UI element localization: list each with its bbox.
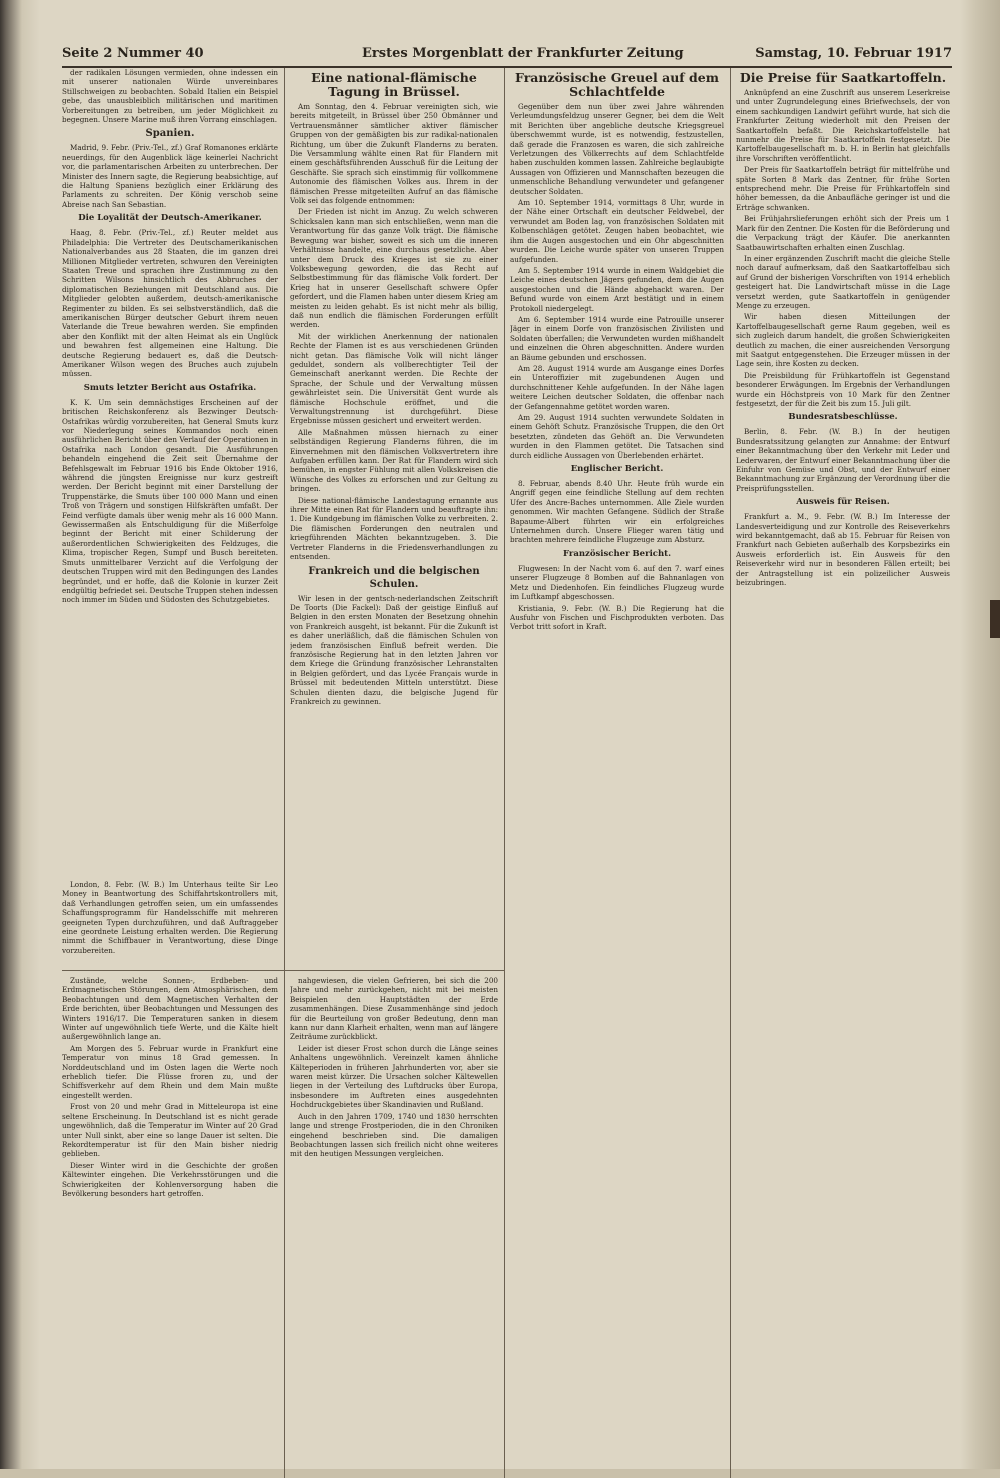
column-rule bbox=[730, 68, 731, 1478]
article-body: Diese national-flämische Landestagung ernannte aus ihrer Mitte einen Rat für Flandern und beauftragte ihn: 1. Die Kundgebung im flämischen Volke zu verbreiten. 2. Die flämischen Forderungen den neutralen und kriegführenden Mächten bekanntzugeben. 3. Die Vertreter Flanderns in die Friedensverhandlungen zu entsenden. bbox=[290, 495, 498, 562]
article-body: Frankfurt a. M., 9. Febr. (W. B.) Im Interesse der Landesverteidigung und zur Kontrolle des Reiseverkehrs wird bekanntgemacht, daß ab 15. Februar für Reisen von Frankfurt nach Gebieten außerhalb des Korpsbezirks ein Ausweis erforderlich ist. Ein Ausweis für den Reiseverkehr wird nur in besonderen Fällen erteilt; bei der Antragstellung ist ein polizeilicher Ausweis beizubringen. bbox=[736, 512, 950, 588]
article-body: Wir lesen in der gentsch-nederlandschen Zeitschrift De Toorts (Die Fackel): Daß der geistige Einfluß auf Belgien in den ersten Monaten der Besetzung ohnehin von Frankreich ausgeht, ist bekannt. Für die Zukunft ist es daher unerläßlich, daß die flämischen Schulen von jedem französischen Einfluß befreit werden. Die französische Regierung hat in den letzten Jahren vor dem Kriege die Gründung französischer Lehranstalten in Belgien gefördert, und das Lycée Français wurde in Brüssel mit bedeutenden Mitteln unterstützt. Diese Schulen dienten dazu, die belgische Jugend für Frankreich zu gewinnen. bbox=[290, 593, 498, 706]
section-rule bbox=[62, 970, 504, 971]
article-body: Die Preisbildung für Frühkartoffeln ist Gegenstand besonderer Erwägungen. Im Ergebnis der Verhandlungen wurde ein Höchstpreis von 10 Mark für den Zentner festgesetzt, der für die Zeit bis zum 15. Juli gilt. bbox=[736, 370, 950, 408]
column-4 bbox=[736, 68, 950, 1398]
article-continuation: der radikalen Lösungen vermieden, ohne indessen ein mit unserer nationalen Würde unvereinbares Stillschweigen zu beobachten. Sobald Italien ein Beispiel gebe, das unausbleiblich militärischen und maritimen Vorbereitungen zu betreiben, um jeder Möglichkeit zu begegnen. Unsere Marine muß ihren Vorrang einschlagen. bbox=[62, 68, 278, 125]
article-body: Am 29. August 1914 suchten verwundete Soldaten in einem Gehöft Schutz. Französische Truppen, die den Ort besetzten, zündeten das Gehöft an. Die Verwundeten wurden in den Flammen getötet. Die Tatsachen sind durch eidliche Aussagen von Überlebenden erhärtet. bbox=[510, 413, 724, 460]
article-body: K. K. Um sein demnächstiges Erscheinen auf der britischen Reichskonferenz als Bezwinger Deutsch-Ostafrikas würdig vorzubereiten, hat General Smuts kurz vor Niederlegung seines Kommandos noch einen ausführlichen Bericht über den Verlauf der Operationen in Ostafrika nach London gesandt. Die Ausführungen behandeln eingehend die Zeit seit Übernahme der Befehlsgewalt im Februar 1916 bis Ende Oktober 1916, während die jüngsten Ereignisse nur kurz gestreift werden. Der Bericht beginnt mit einer Darstellung der Truppenstärke, die Smuts über 100 000 Mann und einen Troß von Trägern und sonstigen Hilfskräften umfaßt. Der Feind verfügte damals über wenig mehr als 16 000 Mann. Gewissermaßen als Entschuldigung für die Mißerfolge beginnt der Bericht mit einer Schilderung der außerordentlichen Schwierigkeiten des Feldzuges, die Klima, tropischer Regen, Sumpf und Busch bereiteten. Smuts unmittelbarer Verzicht auf die Verfolgung der deutschen Truppen wird mit den Bedingungen des Landes begründet, und er hoffe, daß die Kolonie in kurzer Zeit endgültig befriedet sei. Deutsche Truppen stehen indessen noch immer im Süden und Südosten des Schutzgebietes. bbox=[62, 397, 278, 605]
headline-ausweis-reisen: Ausweis für Reisen. bbox=[796, 497, 890, 508]
page-number: Seite 2 Nummer 40 bbox=[62, 46, 204, 61]
article-body: Mit der wirklichen Anerkennung der nationalen Rechte der Flamen ist es aus verschiedenen Gründen nicht getan. Das flämische Volk will nicht länger geduldet, sondern als vollberechtigter Teil der Gemeinschaft anerkannt werden. Die Rechte der Sprache, der Schule und der Verwaltung müssen gewährleistet sein. Die Universität Gent wurde als flämische Hochschule eröffnet, und die Verwaltungstrennung ist durchgeführt. Diese Ergebnisse müssen gesichert und erweitert werden. bbox=[290, 331, 498, 426]
article-body: In einer ergänzenden Zuschrift macht die gleiche Stelle noch darauf aufmerksam, daß den Saatkartoffelbau sich auf Grund der bisherigen Vorschriften von 1914 erheblich gesteigert hat. Die Landwirtschaft müsse in die Lage versetzt werden, gute Saatkartoffeln in genügender Menge zu erzeugen. bbox=[736, 253, 950, 310]
feuilleton-text: Leider ist dieser Frost schon durch die Länge seines Anhaltens ungewöhnlich. Vereinzelt kamen ähnliche Kälteperioden in früheren Jahrhunderten vor, aber sie waren meist kürzer. Die Ursachen solcher Kältewellen liegen in der Verteilung des Luftdrucks über Europa, insbesondere im Auftreten eines ausgedehnten Hochdruckgebietes über Skandinavien und Rußland. bbox=[290, 1043, 498, 1110]
column-2 bbox=[290, 68, 498, 966]
headline-bundesratsbeschluesse: Bundesratsbeschlüsse. bbox=[788, 412, 898, 423]
headline-franzoesischer-bericht: Französischer Bericht. bbox=[562, 548, 672, 559]
column-3 bbox=[510, 68, 724, 1398]
headline-franzoesische-greuel: Französische Greuel auf dem Schlachtfelde bbox=[515, 70, 719, 99]
article-body: Am 6. September 1914 wurde eine Patrouille unserer Jäger in einem Dorfe von französischen Zivilisten und Soldaten überfallen; die Verwundeten wurden mißhandelt und einzelnen die Ohren abgeschnitten. Andere wurden an Bäume gebunden und erschossen. bbox=[510, 314, 724, 362]
issue-date: Samstag, 10. Februar 1917 bbox=[755, 46, 952, 61]
headline-smuts-bericht: Smuts letzter Bericht aus Ostafrika. bbox=[83, 382, 257, 393]
article-body: Am 5. September 1914 wurde in einem Waldgebiet die Leiche eines deutschen Jägers gefunden, dem die Augen ausgestochen und die Hände abgehackt waren. Der Befund wurde von einem Arzt bestätigt und in einem Protokoll niedergelegt. bbox=[510, 265, 724, 313]
feuilleton-text: Am Morgen des 5. Februar wurde in Frankfurt eine Temperatur von minus 18 Grad gemessen. In Norddeutschland und im Osten lagen die Werte noch erheblich tiefer. Die Flüsse froren zu, und der Schiffsverkehr auf dem Rhein und dem Main mußte eingestellt werden. bbox=[62, 1043, 278, 1100]
feuilleton-column-2 bbox=[290, 976, 498, 1396]
column-1 bbox=[62, 68, 278, 966]
binding-tab bbox=[990, 600, 1000, 638]
feuilleton-text: Frost von 20 und mehr Grad in Mitteleuropa ist eine seltene Erscheinung. In Deutschland ist es nicht gerade ungewöhnlich, daß die Temperatur im Winter auf 20 Grad unter Null sinkt, aber eine so lange Dauer ist selten. Die Rekordtemperatur ist für den Main bisher niedrig geblieben. bbox=[62, 1102, 278, 1159]
headline-saatkartoffeln: Die Preise für Saatkartoffeln. bbox=[739, 70, 947, 85]
article-body: London, 8. Febr. (W. B.) Im Unterhaus teilte Sir Leo Money in Beantwortung des Schiffahrtskontrollers mit, daß Verhandlungen getroffen seien, um ein umfassendes Schaffungsprogramm für Handelsschiffe mit mehreren geeigneten Typen durchzuführen, und daß Auftraggeber eine geordnete Leistung erhalten werden. Die Regierung nimmt die Schiffbauer in Verantwortung, diese Dinge vorzubereiten. bbox=[62, 880, 278, 955]
headline-spanien: Spanien. bbox=[145, 128, 195, 140]
feuilleton-column-1 bbox=[62, 976, 278, 1396]
headline-flaemische-tagung: Eine national-flämische Tagung in Brüssel. bbox=[311, 70, 477, 99]
feuilleton-text: Zustände, welche Sonnen-, Erdbeben- und Erdmagnetischen Störungen, dem Atmosphärischen, dem Beobachtungen und dem Magnetischen Verhalten der Erde berichten, über Beobachtungen und Messungen des Winters 1916/17. Die Temperaturen sanken in diesem Winter auf ungewöhnlich tiefe Werte, und die Kälte hielt außergewöhnlich lange an. bbox=[62, 976, 278, 1042]
article-body: Alle Maßnahmen müssen hiernach zu einer selbständigen Regierung Flanderns führen, die im Einvernehmen mit den flämischen Volksvertretern ihre Aufgaben erfüllen kann. Der Rat für Flandern wird sich bemühen, in engster Fühlung mit allen Volkskreisen die Wünsche des Volkes zu erforschen und zur Geltung zu bringen. bbox=[290, 427, 498, 494]
article-body: Kristiania, 9. Febr. (W. B.) Die Regierung hat die Ausfuhr von Fischen und Fischprodukten verboten. Das Verbot tritt sofort in Kraft. bbox=[510, 603, 724, 632]
article-body: Der Frieden ist nicht im Anzug. Zu welch schweren Schicksalen kann man sich entschließen, wenn man die Verantwortung für das ganze Volk trägt. Die flämische Bewegung war bisher, soweit es sich um die inneren Verhältnisse handelte, eine durchaus gesetzliche. Aber unter dem Druck des Krieges ist sie zu einer Volksbewegung geworden, die das Recht auf Selbstbestimmung für das flämische Volk fordert. Der Krieg hat in unserer Gesellschaft schwere Opfer gefordert, und die Flamen haben unter diesem Krieg am meisten zu leiden gehabt. Es ist nicht mehr als billig, daß nun endlich die flämischen Forderungen erfüllt werden. bbox=[290, 207, 498, 330]
article-body: Am Sonntag, den 4. Februar vereinigten sich, wie bereits mitgeteilt, in Brüssel über 250 Obmänner und Vertrauensmänner sämtlicher aktiver flämischer Gruppen von der gemäßigten bis zur radikal-nationalen Richtung, um über die Zukunft Flanderns zu beraten. Die Versammlung wählte einen Rat für Flandern mit einem geschäftsführenden Ausschuß für die Leitung der Geschäfte. Sie sprach sich einstimmig für vollkommene Autonomie des flämischen Volkes aus. Ihrem in der flämischen Presse mitgeteilten Aufruf an das flämische Volk sei das folgende entnommen: bbox=[290, 102, 498, 206]
article-body: Am 10. September 1914, vormittags 8 Uhr, wurde in der Nähe einer Ortschaft ein deutscher Feldwebel, der verwundet am Boden lag, von französischen Soldaten mit Kolbenschlägen getötet. Zeugen haben beobachtet, wie ihm die Augen ausgestochen und ein Ohr abgeschnitten wurden. Die Leiche wurde später von unseren Truppen aufgefunden. bbox=[510, 198, 724, 264]
headline-deutsch-amerikaner: Die Loyalität der Deutsch-Amerikaner. bbox=[78, 213, 262, 224]
feuilleton-text: Auch in den Jahren 1709, 1740 und 1830 herrschten lange und strenge Frostperioden, die in den Chroniken eingehend beschrieben sind. Die damaligen Beobachtungen lassen sich freilich nicht ohne weiteres mit den heutigen Messungen vergleichen. bbox=[290, 1111, 498, 1159]
article-body: Der Preis für Saatkartoffeln beträgt für mittelfrühe und späte Sorten 8 Mark das Zentner, für frühe Sorten entsprechend mehr. Die Preise für Frühkartoffeln sind höher bemessen, da die Anbaufläche geringer ist und die Erträge schwanken. bbox=[736, 165, 950, 212]
article-body: Flugwesen: In der Nacht vom 6. auf den 7. warf eines unserer Flugzeuge 8 Bomben auf die Bahnanlagen von Metz und Diedenhofen. Ein feindliches Flugzeug wurde im Luftkampf abgeschossen. bbox=[510, 563, 724, 602]
headline-belgische-schulen: Frankreich und die belgischen Schulen. bbox=[308, 565, 480, 590]
london-notice bbox=[62, 880, 278, 968]
article-body: Am 28. August 1914 wurde am Ausgange eines Dorfes ein Unteroffizier mit zugebundenen Augen und durchschnittener Kehle aufgefunden. In der Nähe lagen weitere Leichen deutscher Soldaten, die offenbar nach der Gefangennahme getötet worden waren. bbox=[510, 363, 724, 411]
article-body: Haag, 8. Febr. (Priv.-Tel., zf.) Reuter meldet aus Philadelphia: Die Vertreter des Deutschamerikanischen Nationalverbandes aus 28 Staaten, die im ganzen drei Millionen Mitglieder vertreten, schwuren den Vereinigten Staaten Treue und sprachen ihre Zustimmung zu den Schritten Wilsons hinsichtlich des Abbruches der diplomatischen Beziehungen mit Deutschland aus. Die Mitglieder gelobten außerdem, deutsch-amerikanische Regimenter zu bilden. Es sei selbstverständlich, daß die amerikanischen Bürger deutscher Geburt ihrem neuen Vaterlande die Treue bewahren werden. Sie empfinden aber den Konflikt mit der alten Heimat als ein Unglück und bewahren fest allgemeinen eine Haltung. Die deutsche Regierung bedauert es, daß die Deutsch-Amerikaner Wilson wegen des Bruches auch zujubeln müssen. bbox=[62, 228, 278, 379]
page-header bbox=[62, 44, 952, 68]
article-body: Bei Frühjahrslieferungen erhöht sich der Preis um 1 Mark für den Zentner. Die Kosten für die Beförderung und die Verpackung trägt der Käufer. Die anerkannten Saatbauwirtschaften erhalten einen Zuschlag. bbox=[736, 214, 950, 252]
headline-englischer-bericht: Englischer Bericht. bbox=[570, 464, 664, 475]
article-body: Anknüpfend an eine Zuschrift aus unserem Leserkreise und unter Zugrundelegung eines Briefwechsels, der von einem sachkundigen Landwirt geführt wurde, hat sich die Frankfurter Zeitung wiederholt mit den Preisen der Saatkartoffeln befaßt. Die Reichskartoffelstelle hat nunmehr die Preise für Saatkartoffeln festgesetzt. Die Kartoffelbaugesellschaft m. b. H. in Berlin hat gleichfalls ihre Vorschriften veröffentlicht. bbox=[736, 88, 950, 163]
column-rule bbox=[504, 68, 505, 1478]
article-body: Madrid, 9. Febr. (Priv.-Tel., zf.) Graf Romanones erklärte neuerdings, für den Augenblick läge keinerlei Nachricht vor, die parlamentarischen Arbeiten zu unterbrechen. Der Minister des Innern sagte, die Regierung beabsichtige, auf die Haltung Spaniens bezüglich einer Erklärung des Parlaments zu schreiten. Der König verschob seine Abreise nach San Sebastian. bbox=[62, 143, 278, 209]
article-body: Berlin, 8. Febr. (W. B.) In der heutigen Bundesratssitzung gelangten zur Annahme: der Entwurf einer Bekanntmachung über den Verkehr mit Leder und Lederwaren, der Entwurf einer Bekanntmachung über die Einfuhr von Gemüse und Obst, und der Entwurf einer Bekanntmachung zur Ergänzung der Verordnung über die Preisprüfungsstellen. bbox=[736, 427, 950, 493]
article-body: Wir haben diesen Mitteilungen der Kartoffelbaugesellschaft gerne Raum gegeben, weil es sich zugleich darum handelt, die großen Schwierigkeiten deutlich zu machen, die einer ausreichenden Versorgung mit Saatgut entgegenstehen. Die Erzeuger müssen in der Lage sein, ihre Kosten zu decken. bbox=[736, 312, 950, 369]
feuilleton-text: nahgewiesen, die vielen Gefrieren, bei sich die 200 Jahre und mehr zurückgehen, nicht mit bei meisten Beispielen den Hauptstädten der Erde zusammenhängen. Diese Zusammenhänge sind jedoch für die Beurteilung von großer Bedeutung, denn man kann nur dann Klarheit erhalten, wenn man auf längere Zeiträume zurückblickt. bbox=[290, 976, 498, 1042]
newspaper-title: Erstes Morgenblatt der Frankfurter Zeitung bbox=[362, 46, 684, 61]
column-rule bbox=[284, 68, 285, 1478]
article-body: 8. Februar, abends 8.40 Uhr. Heute früh wurde ein Angriff gegen eine feindliche Stellung auf dem rechten Ufer des Ancre-Baches unternommen. Alle Ziele wurden genommen. Wir machten Gefangene. Südlich der Straße Bapaume-Albert führten wir ein erfolgreiches Unternehmen durch. Unsere Flieger waren tätig und brachten mehrere feindliche Flugzeuge zum Absturz. bbox=[510, 479, 724, 545]
article-body: Gegenüber dem nun über zwei Jahre währenden Verleumdungsfeldzug unserer Gegner, bei dem die Welt mit Berichten über angebliche deutsche Kriegsgreuel überschwemmt wurde, ist es notwendig, festzustellen, daß gerade die Franzosen es waren, die sich zahlreiche Verletzungen des Völkerrechts auf dem Schlachtfelde haben zuschulden kommen lassen. Zahlreiche beglaubigte Aussagen von Offizieren und Mannschaften bezeugen die unmenschliche Behandlung verwundeter und gefangener deutscher Soldaten. bbox=[510, 102, 724, 196]
feuilleton-text: Dieser Winter wird in die Geschichte der großen Kältewinter eingehen. Die Verkehrsstörungen und die Schwierigkeiten der Kohlenversorgung haben die Bevölkerung besonders hart getroffen. bbox=[62, 1160, 278, 1198]
